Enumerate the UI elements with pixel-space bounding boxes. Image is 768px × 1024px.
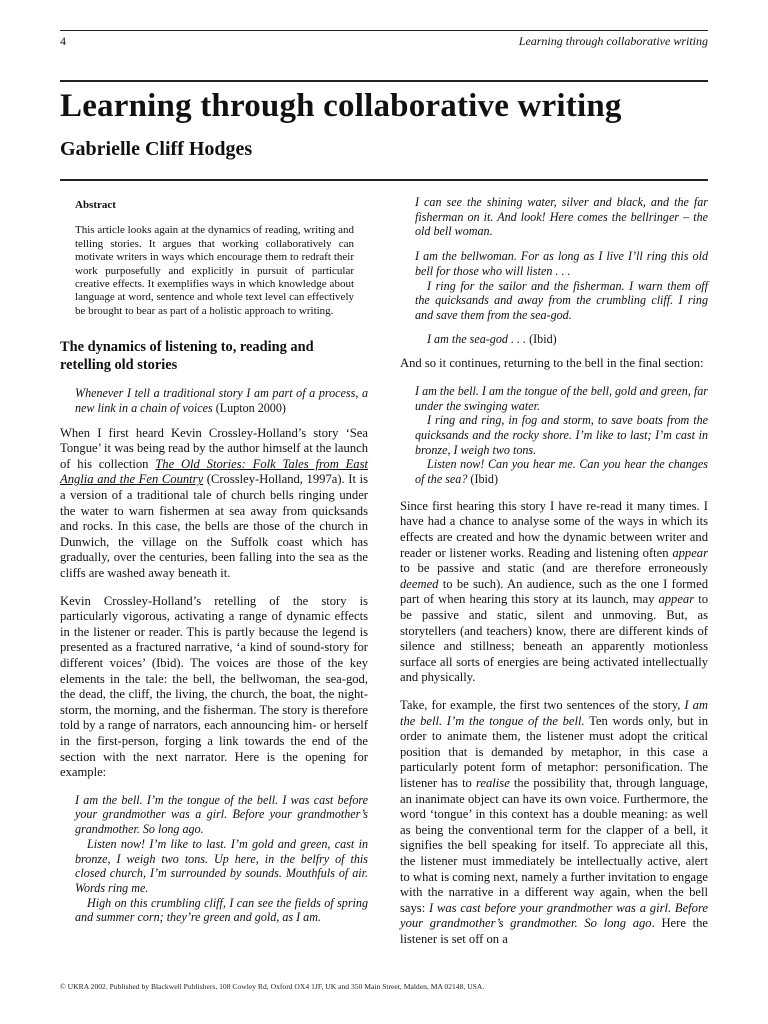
quote-line: [415, 332, 708, 347]
emphasis: I am the bell. I’m the tongue of the bell.: [400, 697, 709, 728]
left-column: [60, 195, 368, 935]
paragraph-5-text: . Here the listener is set off on a: [400, 916, 708, 946]
article-title: Learning through collaborative writing: [60, 88, 622, 124]
paragraph-5-text: Take, for example, the first two sentences of the story,: [400, 697, 685, 712]
emphasis: appear: [672, 545, 708, 560]
quote-text: I am the sea-god . . .: [427, 331, 527, 346]
abstract-text: This article looks again at the dynamics of reading, writing and telling stories. It argues that working collaboratively can motivate writers in ways which encourage them to redraft their work purposefully and explicitly in pursuit of particular creative effects. It exemplifies ways in which knowledge about language at word, sentence and whole text level can effectively be brought to bear as part of a holistic approach to writing.: [75, 224, 354, 317]
quote-text: Listen now! Can you hear me. Can you hear the changes of the sea?: [415, 457, 708, 487]
copyright-footer: © UKRA 2002. Published by Blackwell Publishers, 108 Cowley Rd, Oxford OX4 1JF, UK and 350 Main Street, Malden, MA 02148, USA.: [60, 982, 485, 991]
paragraph-1: [60, 426, 368, 582]
paragraph-5-text: the possibility that, through language, an inanimate object can have its own voice. Furthermore, the word ‘tongue’ in this context has a double meaning: as well as being the conventional term for the clapper of a bell, it signifies the bell speaking for itself. To appreciate all this, the listener must immediately be intellectually active, alert to what is coming next, namely a further invitation to engage with the narrative in a different way again, when the bell says:: [400, 775, 708, 915]
emphasis: appear: [658, 592, 695, 607]
quote-citation: (Ibid): [467, 472, 498, 487]
title-rule: [60, 179, 708, 181]
emphasis: deemed: [400, 576, 439, 591]
paragraph-4-text: to be passive and static, silent and unmoving. But, as storytellers (and teachers) know, there are different kinds of silence and stillness; beneath an apparently motionless surface all sorts of energies are being activated intellectually and physically.: [400, 592, 708, 685]
quote-line: I can see the shining water, silver and black, and the far fisherman on it. And look! Here comes the bellringer – the old bell woman.: [415, 195, 708, 239]
block-quote-3: [415, 249, 708, 346]
paragraph-1-text-b: (Crossley-Holland, 1997a). It is a version of a traditional tale of church bells ringing under the water to warn fishermen at sea away from quicksands and rocks. In this case, the bells are those of the church in Dunwich, the village on the Suffolk coast which has gradually, over the centuries, been falling into the sea as the cliffs are washed away beneath it.: [60, 472, 368, 580]
paragraph-3: And so it continues, returning to the bell in the final section:: [400, 356, 704, 371]
abstract: [75, 199, 354, 318]
article-author: Gabrielle Cliff Hodges: [60, 138, 253, 160]
paragraph-4-text: to be such). An audience, such as the one I formed part of when hearing this story at its launch, may: [400, 576, 708, 607]
book-title-link[interactable]: The Old Stories: Folk Tales from East Anglia and the Fen Country: [60, 456, 368, 487]
running-head: [60, 28, 708, 50]
quote-line: I am the bellwoman. For as long as I live I’ll ring this old bell for those who will listen . . .: [415, 249, 708, 278]
quote-line: High on this crumbling cliff, I can see the fields of spring and summer corn; they’re green and gold, as I am.: [75, 895, 368, 925]
quote-line: I am the bell. I’m the tongue of the bell. I was cast before your grandmother was a girl. Before your grandmother’s grandmother. So long ago.: [75, 792, 368, 837]
paragraph-2: Kevin Crossley-Holland’s retelling of the story is particularly vigorous, activating a range of dynamic effects in the listener or reader. This is partly because the legend is presented as a fractured narrative, ‘a kind of sound-story for different voices’ (Ibid). The voices are those of the key elements in the tale: the bell, the bellwoman, the sea-god, the dead, the cliff, the living, the church, the boat, the night-storm, the morning, and the fisherman. The story is therefore told by a range of narrators, each announcing him- or herself in the first-person, forging a link towards the end of the section with the next narrator. Here is the opening for example:: [60, 593, 368, 780]
paragraph-5: [400, 698, 708, 948]
quote-line: I am the bell. I am the tongue of the bell, gold and green, far under the swinging water.: [415, 383, 708, 413]
epigraph-citation: (Lupton 2000): [212, 400, 286, 415]
block-quote-1: [75, 793, 368, 925]
block-quote-4: [415, 384, 708, 487]
quote-line: [415, 457, 708, 486]
epigraph: [75, 386, 368, 415]
abstract-heading: Abstract: [75, 199, 116, 211]
quote-line: I ring for the sailor and the fisherman. I warn them off the quicksands and away from the crumbling cliff. I ring and save them from the sea-god.: [415, 278, 708, 322]
page-number: 4: [60, 34, 66, 48]
epigraph-text: Whenever I tell a traditional story I am part of a process, a new link in a chain of voices: [75, 386, 368, 415]
right-column: [400, 195, 708, 959]
running-title: Learning through collaborative writing: [518, 34, 708, 48]
quote-citation: (Ibid): [526, 331, 557, 346]
block-quote-2: [415, 195, 708, 239]
paragraph-4: [400, 499, 708, 686]
quote-line: Listen now! I’m like to last. I’m gold and green, cast in bronze, I weigh two tons. Up here, in the belfry of this closed church, I’m surrounded by sounds. Mouthfuls of air. Words ring me.: [75, 836, 368, 895]
paragraph-5-text: Ten words only, but in order to animate them, the listener must adopt the critical position that is demanded by metaphor, in this case a particularly potent form of metaphor: personification. The listener has to: [400, 713, 708, 790]
paragraph-4-text: to be passive and static (and are therefore erroneously: [400, 561, 708, 576]
emphasis: I was cast before your grandmother was a girl. Before your grandmother’s grandmother. So long ago: [400, 900, 709, 931]
emphasis: realise: [475, 775, 510, 790]
section-heading: The dynamics of listening to, reading and retelling old stories: [60, 339, 314, 374]
paragraph-4-text: Since first hearing this story I have re-read it many times. I have had a chance to analyse some of the ways in which its effects are created and how the dynamic between writer and reader or listener works. Reading and listening often: [400, 498, 708, 560]
paragraph-1-text-a: When I first heard Kevin Crossley-Holland’s story ‘Sea Tongue’ it was being read by the author himself at the launch of his collection: [60, 425, 368, 471]
header-rule: [60, 80, 708, 82]
quote-line: I ring and ring, in fog and storm, to save boats from the quicksands and the rocky shore. I’m like to last; I’m cast in bronze, I weigh two tons.: [415, 413, 708, 457]
